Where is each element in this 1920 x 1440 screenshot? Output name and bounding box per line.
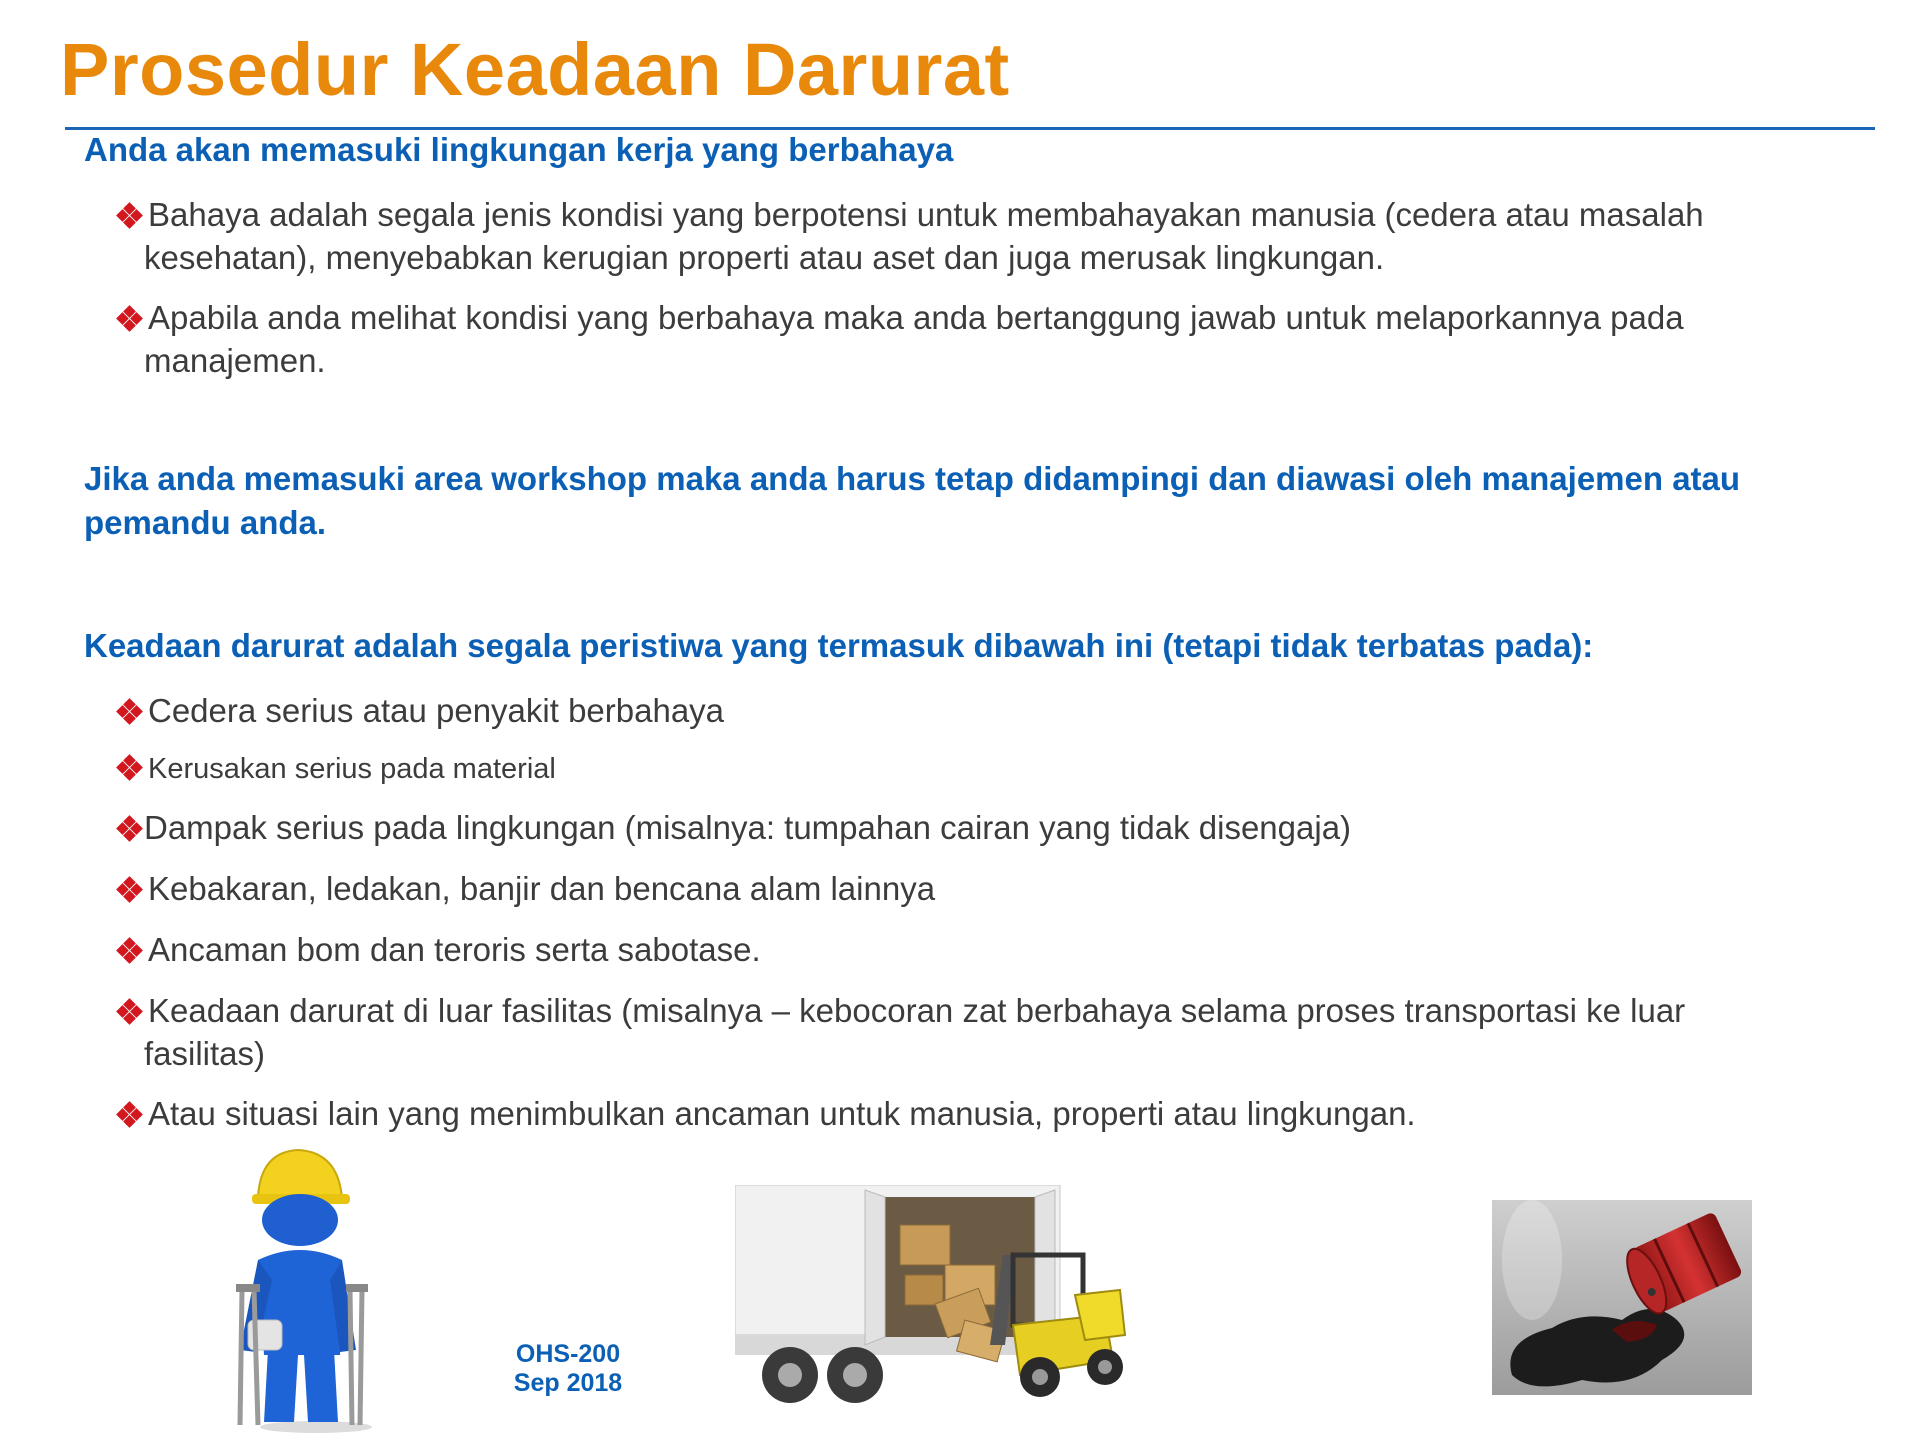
section-heading-emergency: Keadaan darurat adalah segala peristiwa yang termasuk dibawah ini (tetapi tidak terbatas pada):: [84, 627, 1594, 664]
bullet-diamond-icon: [116, 755, 144, 781]
list-item: Kebakaran, ledakan, banjir dan bencana alam lainnya: [116, 867, 1856, 910]
bullet-diamond-icon: [116, 699, 144, 725]
section-heading-hazard: Anda akan memasuki lingkungan kerja yang berbahaya: [84, 131, 954, 168]
section-heading-workshop: Jika anda memasuki area workshop maka anda harus tetap didampingi dan diawasi oleh manajemen atau pemandu anda.: [84, 460, 1741, 541]
bullet-diamond-icon: [116, 938, 144, 964]
footer-document-code: OHS-200 Sep 2018: [513, 1340, 623, 1397]
forklift-truck-icon: [735, 1185, 1205, 1415]
list-item: Dampak serius pada lingkungan (misalnya: tumpahan cairan yang tidak disengaja): [116, 806, 1856, 849]
list-item: Ancaman bom dan teroris serta sabotase.: [116, 928, 1856, 971]
injured-worker-icon: [228, 1140, 378, 1435]
bullet-diamond-icon: [116, 1102, 144, 1128]
bullet-diamond-icon: [116, 203, 144, 229]
page-title: Prosedur Keadaan Darurat: [60, 28, 1010, 111]
list-item: Apabila anda melihat kondisi yang berbahaya maka anda bertanggung jawab untuk melaporkannya pada manajemen.: [116, 296, 1856, 382]
bullet-diamond-icon: [116, 877, 144, 903]
list-item: Keadaan darurat di luar fasilitas (misalnya – kebocoran zat berbahaya selama proses transportasi ke luar fasilitas): [116, 989, 1856, 1075]
bullet-diamond-icon: [116, 306, 144, 332]
list-item: Atau situasi lain yang menimbulkan ancaman untuk manusia, properti atau lingkungan.: [116, 1092, 1856, 1135]
list-item: Kerusakan serius pada material: [116, 748, 1856, 791]
oil-spill-icon: [1492, 1200, 1752, 1395]
bullet-diamond-icon: [116, 816, 144, 842]
bullet-diamond-icon: [116, 999, 144, 1025]
list-item: Cedera serius atau penyakit berbahaya: [116, 689, 1856, 732]
list-item: Bahaya adalah segala jenis kondisi yang berpotensi untuk membahayakan manusia (cedera atau masalah kesehatan), menyebabkan kerugian properti atau aset dan juga merusak lingkungan.: [116, 193, 1856, 279]
